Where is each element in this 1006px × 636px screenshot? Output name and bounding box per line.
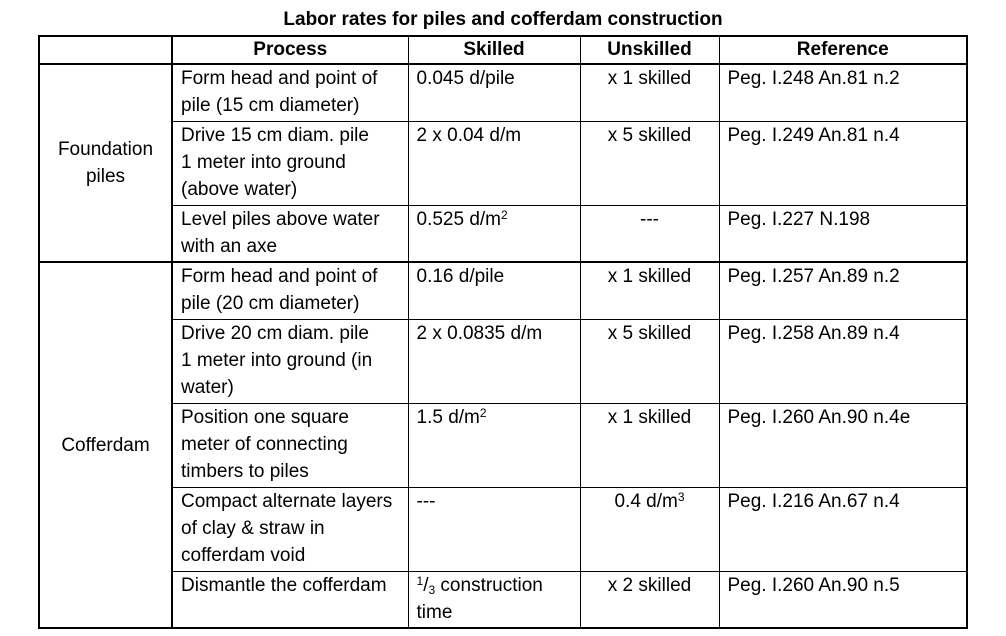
skilled-cell: 2 x 0.04 d/m [408, 121, 580, 205]
fraction-denominator: 3 [428, 582, 436, 597]
unskilled-cell: x 5 skilled [580, 121, 719, 205]
table-row [39, 319, 967, 403]
unskilled-cell: --- [580, 205, 719, 262]
process-cell: Dismantle the cofferdam [172, 571, 408, 628]
labor-rates-table [38, 35, 968, 629]
fraction-numerator: 1 [416, 573, 424, 588]
process-cell: Compact alternate layers of clay & straw in cofferdam void [172, 487, 408, 571]
process-cell: Form head and point of pile (15 cm diameter) [172, 64, 408, 121]
table-row [39, 64, 967, 121]
unskilled-exponent: 3 [677, 489, 685, 504]
skilled-cell: 2 x 0.0835 d/m [408, 319, 580, 403]
skilled-exponent: 2 [479, 405, 487, 420]
process-cell: Drive 15 cm diam. pile 1 meter into ground (above water) [172, 121, 408, 205]
reference-cell: Peg. I.227 N.198 [719, 205, 967, 262]
group-cofferdam: Cofferdam [39, 262, 172, 628]
reference-cell: Peg. I.248 An.81 n.2 [719, 64, 967, 121]
skilled-cell: 0.045 d/pile [408, 64, 580, 121]
process-cell: Drive 20 cm diam. pile 1 meter into ground (in water) [172, 319, 408, 403]
header-reference: Reference [719, 36, 967, 64]
header-unskilled: Unskilled [580, 36, 719, 64]
process-cell: Form head and point of pile (20 cm diameter) [172, 262, 408, 319]
header-blank [39, 36, 172, 64]
table-row [39, 262, 967, 319]
table-row [39, 487, 967, 571]
table-row [39, 205, 967, 262]
reference-cell: Peg. I.260 An.90 n.4e [719, 403, 967, 487]
skilled-cell: 0.16 d/pile [408, 262, 580, 319]
unskilled-cell [580, 487, 719, 571]
skilled-cell: $^1/_3$ construction time [408, 571, 580, 628]
process-cell: Position one square meter of connecting timbers to piles [172, 403, 408, 487]
table-row [39, 571, 967, 628]
header-skilled: Skilled [408, 36, 580, 64]
skilled-value: 0.525 d/m [416, 208, 501, 230]
header-row [39, 36, 967, 64]
unskilled-cell: x 5 skilled [580, 319, 719, 403]
header-process: Process [172, 36, 408, 64]
unskilled-cell: x 2 skilled [580, 571, 719, 628]
table-row [39, 121, 967, 205]
skilled-cell [408, 403, 580, 487]
skilled-exponent: 2 [501, 207, 508, 222]
group-foundation-piles: Foundation piles [39, 64, 172, 262]
unskilled-value: 0.4 d/m [614, 490, 678, 512]
skilled-value: construction time [416, 574, 543, 623]
reference-cell: Peg. I.216 An.67 n.4 [719, 487, 967, 571]
unskilled-cell: x 1 skilled [580, 403, 719, 487]
unskilled-cell: x 1 skilled [580, 64, 719, 121]
table-row [39, 403, 967, 487]
process-cell: Level piles above water with an axe [172, 205, 408, 262]
reference-cell: Peg. I.249 An.81 n.4 [719, 121, 967, 205]
reference-cell: Peg. I.260 An.90 n.5 [719, 571, 967, 628]
skilled-cell [408, 205, 580, 262]
skilled-cell: --- [408, 487, 580, 571]
table-title: Labor rates for piles and cofferdam construction [283, 9, 723, 30]
reference-cell: Peg. I.258 An.89 n.4 [719, 319, 967, 403]
reference-cell: Peg. I.257 An.89 n.2 [719, 262, 967, 319]
unskilled-cell: x 1 skilled [580, 262, 719, 319]
skilled-value: 1.5 d/m [416, 406, 480, 428]
